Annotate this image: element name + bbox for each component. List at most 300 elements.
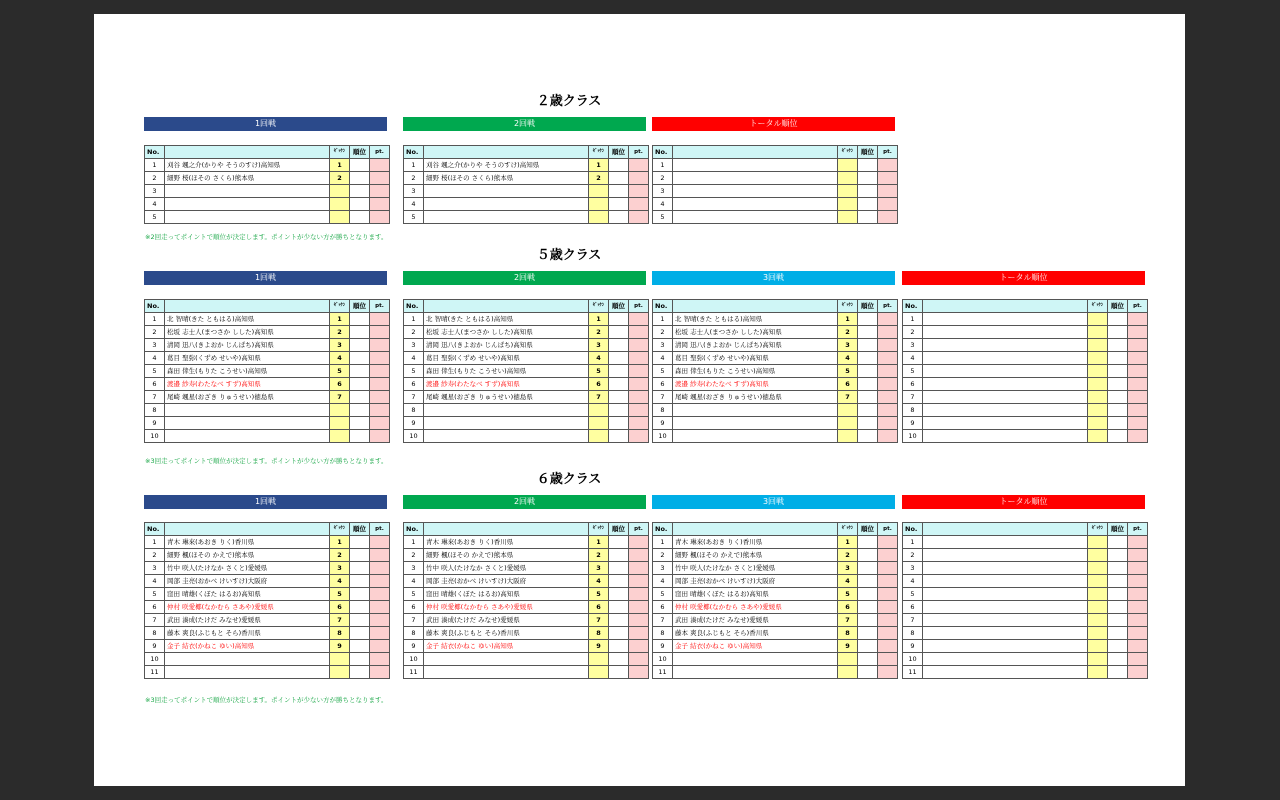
table-row [145, 211, 390, 224]
table-row [404, 417, 649, 430]
table-row [145, 339, 390, 352]
competitor-name: 藤本 爽良(ふじもと そら)香川県 [165, 627, 330, 640]
rank-cell [1108, 614, 1128, 627]
points-cell [878, 614, 898, 627]
competitor-name [424, 198, 589, 211]
competitor-name [165, 185, 330, 198]
points-cell [1128, 562, 1148, 575]
competitor-name: 清岡 迅八(きよおか じんぱち)高知県 [165, 339, 330, 352]
scoring-note: ※2回走ってポイントで順位が決定します。ポイントが少ない方が勝ちとなります。 [145, 233, 388, 241]
table-header-row [404, 146, 649, 159]
row-number: 5 [653, 211, 673, 224]
row-number: 1 [404, 536, 424, 549]
competitor-name: 金子 結衣(かねこ ゆい)高知県 [673, 640, 838, 653]
table-row [903, 391, 1148, 404]
row-number: 4 [145, 198, 165, 211]
competitor-name [923, 536, 1088, 549]
bib-number: 2 [838, 549, 858, 562]
bib-number [1088, 640, 1108, 653]
bib-number: 2 [589, 326, 609, 339]
rank-cell [609, 536, 629, 549]
competitor-name: 葛目 聖弥(くずめ せいや)高知県 [673, 352, 838, 365]
table-row [903, 588, 1148, 601]
competitor-name: 森田 倖生(もりた こうせい)高知県 [424, 365, 589, 378]
bib-number: 6 [330, 378, 350, 391]
points-cell [878, 549, 898, 562]
bib-number [1088, 575, 1108, 588]
row-number: 2 [404, 549, 424, 562]
row-number: 9 [404, 640, 424, 653]
competitor-name: 青木 琳來(あおき りく)香川県 [424, 536, 589, 549]
points-cell [1128, 666, 1148, 679]
row-number: 3 [653, 562, 673, 575]
bib-number [1088, 562, 1108, 575]
competitor-name [424, 211, 589, 224]
row-number: 11 [145, 666, 165, 679]
header-pt: pt. [878, 523, 898, 536]
rank-cell [1108, 601, 1128, 614]
bib-number: 7 [589, 614, 609, 627]
round-banner: 3回戦 [652, 271, 895, 285]
bib-number: 1 [330, 159, 350, 172]
round-results-table [144, 299, 390, 443]
rank-cell [1108, 404, 1128, 417]
table-row [653, 404, 898, 417]
competitor-name: 尾崎 颯星(おざき りゅうせい)徳島県 [673, 391, 838, 404]
header-no: No. [653, 146, 673, 159]
competitor-name: 竹中 咲人(たけなか さくと)愛媛県 [165, 562, 330, 575]
bib-number [589, 666, 609, 679]
bib-number [589, 185, 609, 198]
table-row [903, 640, 1148, 653]
points-cell [629, 640, 649, 653]
row-number: 6 [903, 601, 923, 614]
competitor-name [923, 653, 1088, 666]
row-number: 2 [653, 549, 673, 562]
rank-cell [858, 339, 878, 352]
row-number: 1 [653, 536, 673, 549]
rank-cell [350, 352, 370, 365]
header-no: No. [903, 300, 923, 313]
points-cell [1128, 391, 1148, 404]
row-number: 2 [145, 549, 165, 562]
points-cell [1128, 575, 1148, 588]
competitor-name [923, 352, 1088, 365]
round-results-table [652, 299, 898, 443]
bib-number [1088, 614, 1108, 627]
rank-cell [350, 666, 370, 679]
points-cell [878, 640, 898, 653]
competitor-name: 細野 桜(ほその さくら)熊本県 [424, 172, 589, 185]
points-cell [370, 562, 390, 575]
rank-cell [609, 185, 629, 198]
row-number: 1 [653, 159, 673, 172]
competitor-name [923, 666, 1088, 679]
bib-number [1088, 653, 1108, 666]
competitor-name [424, 417, 589, 430]
table-row [903, 417, 1148, 430]
competitor-name: 岡部 圭亮(おかべ けいすけ)大阪府 [424, 575, 589, 588]
row-number: 9 [145, 417, 165, 430]
header-pt: pt. [629, 146, 649, 159]
rank-cell [1108, 640, 1128, 653]
row-number: 6 [145, 601, 165, 614]
rank-cell [350, 627, 370, 640]
points-cell [370, 601, 390, 614]
points-cell [629, 352, 649, 365]
round-banner: 2回戦 [403, 117, 646, 131]
table-header-row [145, 300, 390, 313]
scoring-note: ※3回走ってポイントで順位が決定します。ポイントが少ない方が勝ちとなります。 [145, 457, 388, 465]
table-row [653, 614, 898, 627]
competitor-name: 葛目 聖弥(くずめ せいや)高知県 [424, 352, 589, 365]
points-cell [629, 378, 649, 391]
row-number: 5 [404, 365, 424, 378]
rank-cell [1108, 313, 1128, 326]
row-number: 3 [145, 339, 165, 352]
points-cell [878, 365, 898, 378]
competitor-name: 窪田 晴雄(くぼた はるお)高知県 [165, 588, 330, 601]
table-row [653, 339, 898, 352]
rank-cell [609, 666, 629, 679]
table-row [145, 640, 390, 653]
rank-cell [1108, 417, 1128, 430]
bib-number [1088, 536, 1108, 549]
competitor-name [165, 404, 330, 417]
points-cell [878, 653, 898, 666]
header-name [673, 523, 838, 536]
rank-cell [350, 640, 370, 653]
rank-cell [858, 313, 878, 326]
row-number: 1 [145, 313, 165, 326]
competitor-name: 細野 桜(ほその さくら)熊本県 [165, 172, 330, 185]
points-cell [878, 172, 898, 185]
bib-number [330, 198, 350, 211]
row-number: 10 [145, 653, 165, 666]
rank-cell [858, 365, 878, 378]
row-number: 5 [653, 588, 673, 601]
table-row [903, 536, 1148, 549]
bib-number: 1 [330, 536, 350, 549]
table-row [653, 653, 898, 666]
header-bib: ｾﾞｯｹﾝ [589, 300, 609, 313]
row-number: 1 [404, 159, 424, 172]
round-banner: 1回戦 [144, 117, 387, 131]
table-row [145, 378, 390, 391]
table-row [404, 666, 649, 679]
competitor-name: 渡邉 紗寿(わたなべ すず)高知県 [165, 378, 330, 391]
points-cell [629, 185, 649, 198]
bib-number: 1 [589, 536, 609, 549]
rank-cell [609, 627, 629, 640]
table-row [903, 653, 1148, 666]
rank-cell [609, 588, 629, 601]
points-cell [370, 185, 390, 198]
row-number: 9 [404, 417, 424, 430]
row-number: 1 [903, 536, 923, 549]
rank-cell [609, 211, 629, 224]
points-cell [629, 653, 649, 666]
table-row [404, 159, 649, 172]
bib-number: 3 [330, 339, 350, 352]
points-cell [370, 417, 390, 430]
row-number: 3 [404, 562, 424, 575]
table-row [145, 430, 390, 443]
competitor-name [424, 666, 589, 679]
header-name [923, 300, 1088, 313]
table-row [653, 640, 898, 653]
competitor-name [923, 627, 1088, 640]
bib-number: 2 [838, 326, 858, 339]
bib-number: 5 [330, 365, 350, 378]
row-number: 6 [653, 601, 673, 614]
bib-number: 3 [330, 562, 350, 575]
competitor-name [424, 653, 589, 666]
bib-number: 2 [589, 549, 609, 562]
rank-cell [858, 536, 878, 549]
bib-number [330, 185, 350, 198]
rank-cell [1108, 653, 1128, 666]
points-cell [878, 378, 898, 391]
table-row [404, 549, 649, 562]
competitor-name: 松坂 志士人(まつさか しした)高知県 [424, 326, 589, 339]
bib-number [1088, 352, 1108, 365]
points-cell [1128, 313, 1148, 326]
table-row [404, 404, 649, 417]
competitor-name [673, 159, 838, 172]
header-bib: ｾﾞｯｹﾝ [838, 523, 858, 536]
row-number: 4 [404, 198, 424, 211]
points-cell [629, 198, 649, 211]
points-cell [878, 666, 898, 679]
rank-cell [609, 640, 629, 653]
total-ranking-banner: トータル順位 [652, 117, 895, 131]
row-number: 3 [653, 185, 673, 198]
bib-number: 6 [589, 378, 609, 391]
competitor-name: 細野 楓(ほその かえで)熊本県 [673, 549, 838, 562]
bib-number: 9 [330, 640, 350, 653]
points-cell [370, 198, 390, 211]
bib-number: 6 [330, 601, 350, 614]
round-results-table [403, 299, 649, 443]
table-header-row [145, 523, 390, 536]
competitor-name [673, 430, 838, 443]
rank-cell [350, 211, 370, 224]
header-pt: pt. [370, 146, 390, 159]
bib-number: 3 [589, 562, 609, 575]
competitor-name [165, 198, 330, 211]
header-name [165, 523, 330, 536]
bib-number [838, 211, 858, 224]
bib-number [838, 185, 858, 198]
points-cell [878, 575, 898, 588]
bib-number [1088, 417, 1108, 430]
table-row [404, 172, 649, 185]
table-row [404, 640, 649, 653]
rank-cell [858, 627, 878, 640]
header-pt: pt. [370, 523, 390, 536]
table-row [404, 536, 649, 549]
bib-number: 5 [589, 365, 609, 378]
bib-number [330, 211, 350, 224]
points-cell [878, 562, 898, 575]
points-cell [629, 211, 649, 224]
rank-cell [609, 549, 629, 562]
points-cell [878, 159, 898, 172]
competitor-name [165, 653, 330, 666]
bib-number [589, 417, 609, 430]
header-name [673, 300, 838, 313]
table-row [404, 614, 649, 627]
bib-number [589, 430, 609, 443]
points-cell [878, 198, 898, 211]
competitor-name: 尾崎 颯星(おざき りゅうせい)徳島県 [424, 391, 589, 404]
competitor-name: 金子 結衣(かねこ ゆい)高知県 [165, 640, 330, 653]
round-banner: 1回戦 [144, 495, 387, 509]
bib-number: 4 [589, 575, 609, 588]
table-row [653, 326, 898, 339]
row-number: 10 [145, 430, 165, 443]
competitor-name [923, 365, 1088, 378]
competitor-name: 清岡 迅八(きよおか じんぱち)高知県 [424, 339, 589, 352]
table-row [903, 326, 1148, 339]
competitor-name [165, 417, 330, 430]
rank-cell [609, 378, 629, 391]
table-row [653, 430, 898, 443]
rank-cell [1108, 378, 1128, 391]
bib-number [1088, 339, 1108, 352]
row-number: 1 [653, 313, 673, 326]
points-cell [629, 549, 649, 562]
table-row [145, 391, 390, 404]
table-row [145, 536, 390, 549]
bib-number [330, 430, 350, 443]
points-cell [629, 159, 649, 172]
bib-number: 6 [838, 601, 858, 614]
competitor-name [673, 417, 838, 430]
bib-number: 5 [589, 588, 609, 601]
points-cell [878, 313, 898, 326]
points-cell [629, 536, 649, 549]
header-bib: ｾﾞｯｹﾝ [838, 300, 858, 313]
header-name [424, 523, 589, 536]
points-cell [370, 588, 390, 601]
points-cell [1128, 352, 1148, 365]
header-bib: ｾﾞｯｹﾝ [330, 300, 350, 313]
row-number: 2 [404, 326, 424, 339]
header-name [165, 300, 330, 313]
points-cell [1128, 417, 1148, 430]
bib-number [838, 404, 858, 417]
table-row [653, 211, 898, 224]
bib-number [1088, 666, 1108, 679]
points-cell [629, 313, 649, 326]
table-row [145, 614, 390, 627]
table-row [145, 172, 390, 185]
points-cell [370, 172, 390, 185]
row-number: 5 [903, 365, 923, 378]
rank-cell [1108, 536, 1128, 549]
total-ranking-table [652, 145, 898, 224]
competitor-name: 刈谷 颯之介(かりや そうのすけ)高知県 [165, 159, 330, 172]
rank-cell [609, 562, 629, 575]
row-number: 4 [903, 575, 923, 588]
competitor-name: 藤本 爽良(ふじもと そら)香川県 [424, 627, 589, 640]
header-pt: pt. [878, 300, 898, 313]
rank-cell [609, 326, 629, 339]
table-row [404, 588, 649, 601]
competitor-name: 北 智晴(きた ともはる)高知県 [424, 313, 589, 326]
bib-number: 8 [330, 627, 350, 640]
row-number: 6 [653, 378, 673, 391]
round-banner: 3回戦 [652, 495, 895, 509]
points-cell [370, 430, 390, 443]
header-rank: 順位 [350, 523, 370, 536]
bib-number [1088, 378, 1108, 391]
round-results-table [144, 522, 390, 679]
table-row [653, 391, 898, 404]
rank-cell [858, 588, 878, 601]
rank-cell [858, 172, 878, 185]
bib-number [838, 172, 858, 185]
points-cell [1128, 627, 1148, 640]
points-cell [370, 211, 390, 224]
table-row [404, 185, 649, 198]
rank-cell [1108, 352, 1128, 365]
header-name [165, 146, 330, 159]
competitor-name [923, 391, 1088, 404]
round-results-table [652, 522, 898, 679]
rank-cell [1108, 391, 1128, 404]
table-row [903, 313, 1148, 326]
row-number: 8 [903, 627, 923, 640]
rank-cell [350, 198, 370, 211]
table-header-row [404, 523, 649, 536]
table-row [653, 666, 898, 679]
competitor-name: 窪田 晴雄(くぼた はるお)高知県 [673, 588, 838, 601]
competitor-name: 仲村 咲愛椰(なかむら さあや)愛媛県 [424, 601, 589, 614]
rank-cell [609, 601, 629, 614]
points-cell [370, 313, 390, 326]
table-row [903, 601, 1148, 614]
rank-cell [858, 185, 878, 198]
bib-number: 9 [838, 640, 858, 653]
rank-cell [609, 198, 629, 211]
row-number: 2 [653, 326, 673, 339]
competitor-name [673, 404, 838, 417]
row-number: 9 [903, 417, 923, 430]
points-cell [370, 575, 390, 588]
rank-cell [609, 575, 629, 588]
table-row [653, 198, 898, 211]
bib-number [330, 653, 350, 666]
bib-number: 7 [838, 391, 858, 404]
rank-cell [609, 417, 629, 430]
table-row [404, 339, 649, 352]
competitor-name [923, 378, 1088, 391]
row-number: 5 [903, 588, 923, 601]
table-header-row [653, 300, 898, 313]
bib-number [1088, 404, 1108, 417]
bib-number: 7 [838, 614, 858, 627]
points-cell [629, 326, 649, 339]
header-rank: 順位 [858, 146, 878, 159]
points-cell [878, 536, 898, 549]
points-cell [629, 430, 649, 443]
row-number: 6 [404, 378, 424, 391]
table-row [145, 313, 390, 326]
competitor-name: 刈谷 颯之介(かりや そうのすけ)高知県 [424, 159, 589, 172]
